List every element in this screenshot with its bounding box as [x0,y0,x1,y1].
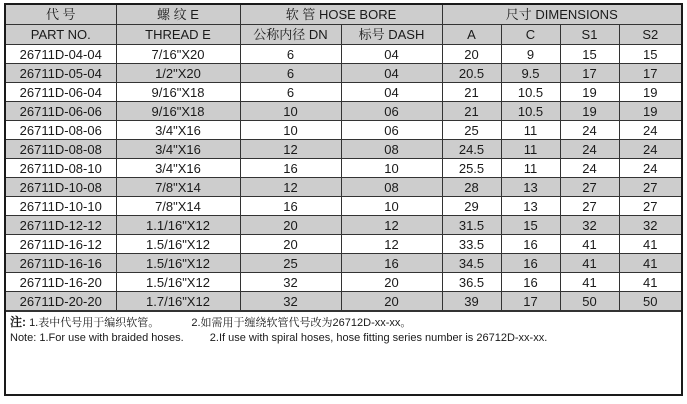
cell-a: 39 [442,292,501,311]
notes [6,311,681,346]
cell-s1: 19 [560,102,619,121]
cell-a: 28 [442,178,501,197]
cell-dn: 12 [240,178,341,197]
cell-thread: 3/4"X16 [116,140,240,159]
table-row [6,254,681,273]
cell-s1: 41 [560,273,619,292]
cell-s2: 41 [619,235,681,254]
cell-part: 26711D-06-04 [6,83,116,102]
cell-dn: 6 [240,45,341,64]
cell-dash: 12 [341,216,442,235]
cell-a: 34.5 [442,254,501,273]
notes-en [10,331,677,346]
cell-part: 26711D-08-10 [6,159,116,178]
cell-dn: 16 [240,159,341,178]
dimensions-table [6,5,681,311]
table-row [6,159,681,178]
header-s2: S2 [619,25,681,45]
header-dimensions: 尺寸 DIMENSIONS [442,5,681,25]
cell-thread: 1.5/16"X12 [116,235,240,254]
cell-c: 11 [501,159,560,178]
note-zh-2: 2.如需用于缠绕软管代号改为26712D-xx-xx。 [191,317,412,329]
cell-dash: 20 [341,292,442,311]
cell-s1: 27 [560,178,619,197]
cell-s1: 41 [560,254,619,273]
cell-dash: 06 [341,102,442,121]
table-row [6,273,681,292]
cell-s2: 19 [619,83,681,102]
cell-c: 13 [501,178,560,197]
cell-thread: 7/8"X14 [116,178,240,197]
cell-dash: 16 [341,254,442,273]
cell-thread: 9/16"X18 [116,83,240,102]
cell-a: 31.5 [442,216,501,235]
cell-dn: 10 [240,121,341,140]
cell-thread: 9/16"X18 [116,102,240,121]
cell-c: 11 [501,140,560,159]
cell-dash: 08 [341,178,442,197]
table-row [6,178,681,197]
cell-a: 33.5 [442,235,501,254]
cell-dash: 04 [341,45,442,64]
cell-s2: 27 [619,178,681,197]
note-en-1: 1.For use with braided hoses. [39,332,184,344]
cell-s2: 24 [619,159,681,178]
cell-c: 16 [501,235,560,254]
cell-part: 26711D-08-08 [6,140,116,159]
cell-s2: 15 [619,45,681,64]
header-dn: 公称内径 DN [240,25,341,45]
cell-c: 11 [501,121,560,140]
cell-dn: 6 [240,64,341,83]
cell-thread: 1.5/16"X12 [116,273,240,292]
notes-en-label: Note: [10,332,37,344]
cell-dn: 20 [240,235,341,254]
cell-a: 25 [442,121,501,140]
table-row [6,140,681,159]
table-header [6,5,681,45]
cell-s1: 27 [560,197,619,216]
cell-a: 21 [442,102,501,121]
note-en-2: 2.If use with spiral hoses, hose fitting series number is 26712D-xx-xx. [209,332,548,344]
cell-a: 24.5 [442,140,501,159]
cell-part: 26711D-05-04 [6,64,116,83]
header-thread-zh: 螺 纹 E [116,5,240,25]
cell-s1: 24 [560,140,619,159]
cell-part: 26711D-04-04 [6,45,116,64]
cell-thread: 3/4"X16 [116,159,240,178]
cell-s2: 50 [619,292,681,311]
cell-dash: 04 [341,64,442,83]
table-row [6,83,681,102]
cell-part: 26711D-08-06 [6,121,116,140]
cell-c: 17 [501,292,560,311]
header-part-zh: 代 号 [6,5,116,25]
cell-dn: 32 [240,292,341,311]
cell-s1: 19 [560,83,619,102]
cell-dn: 12 [240,140,341,159]
table-row [6,121,681,140]
cell-thread: 1.5/16"X12 [116,254,240,273]
cell-s2: 19 [619,102,681,121]
cell-c: 15 [501,216,560,235]
cell-a: 29 [442,197,501,216]
cell-dn: 6 [240,83,341,102]
table-row [6,45,681,64]
cell-s1: 24 [560,159,619,178]
cell-part: 26711D-06-06 [6,102,116,121]
table-row [6,235,681,254]
notes-zh-label: 注: [10,315,26,329]
header-a: A [442,25,501,45]
cell-s2: 32 [619,216,681,235]
table-row [6,102,681,121]
table-row [6,197,681,216]
cell-s2: 41 [619,254,681,273]
cell-dash: 08 [341,140,442,159]
cell-c: 9 [501,45,560,64]
cell-part: 26711D-16-12 [6,235,116,254]
header-thread: THREAD E [116,25,240,45]
cell-c: 10.5 [501,83,560,102]
cell-part: 26711D-12-12 [6,216,116,235]
cell-a: 25.5 [442,159,501,178]
cell-c: 16 [501,254,560,273]
cell-s1: 32 [560,216,619,235]
cell-dn: 10 [240,102,341,121]
cell-dn: 25 [240,254,341,273]
header-dash: 标号 DASH [341,25,442,45]
table-row [6,292,681,311]
note-zh-1: 1.表中代号用于编织软管。 [29,317,160,329]
cell-c: 16 [501,273,560,292]
cell-s1: 41 [560,235,619,254]
header-part-no: PART NO. [6,25,116,45]
cell-part: 26711D-20-20 [6,292,116,311]
header-s1: S1 [560,25,619,45]
cell-dn: 20 [240,216,341,235]
cell-part: 26711D-16-20 [6,273,116,292]
cell-c: 13 [501,197,560,216]
cell-c: 10.5 [501,102,560,121]
cell-part: 26711D-10-08 [6,178,116,197]
cell-a: 20 [442,45,501,64]
table-row [6,216,681,235]
cell-s2: 17 [619,64,681,83]
notes-zh [10,315,677,331]
cell-thread: 3/4"X16 [116,121,240,140]
cell-thread: 1.1/16"X12 [116,216,240,235]
cell-s2: 24 [619,121,681,140]
cell-s2: 24 [619,140,681,159]
header-c: C [501,25,560,45]
table-body [6,45,681,311]
cell-dash: 10 [341,197,442,216]
cell-s1: 24 [560,121,619,140]
cell-s1: 50 [560,292,619,311]
cell-dash: 06 [341,121,442,140]
cell-s2: 27 [619,197,681,216]
cell-s1: 15 [560,45,619,64]
header-hose-bore: 软 管 HOSE BORE [240,5,442,25]
cell-dn: 32 [240,273,341,292]
cell-thread: 1.7/16"X12 [116,292,240,311]
cell-dash: 20 [341,273,442,292]
cell-c: 9.5 [501,64,560,83]
cell-dash: 04 [341,83,442,102]
cell-thread: 7/16"X20 [116,45,240,64]
cell-dn: 16 [240,197,341,216]
cell-s2: 41 [619,273,681,292]
cell-a: 20.5 [442,64,501,83]
cell-part: 26711D-16-16 [6,254,116,273]
table-row [6,64,681,83]
cell-s1: 17 [560,64,619,83]
cell-a: 36.5 [442,273,501,292]
cell-thread: 1/2"X20 [116,64,240,83]
spec-sheet [4,3,683,396]
cell-dash: 10 [341,159,442,178]
cell-part: 26711D-10-10 [6,197,116,216]
cell-thread: 7/8"X14 [116,197,240,216]
cell-a: 21 [442,83,501,102]
cell-dash: 12 [341,235,442,254]
